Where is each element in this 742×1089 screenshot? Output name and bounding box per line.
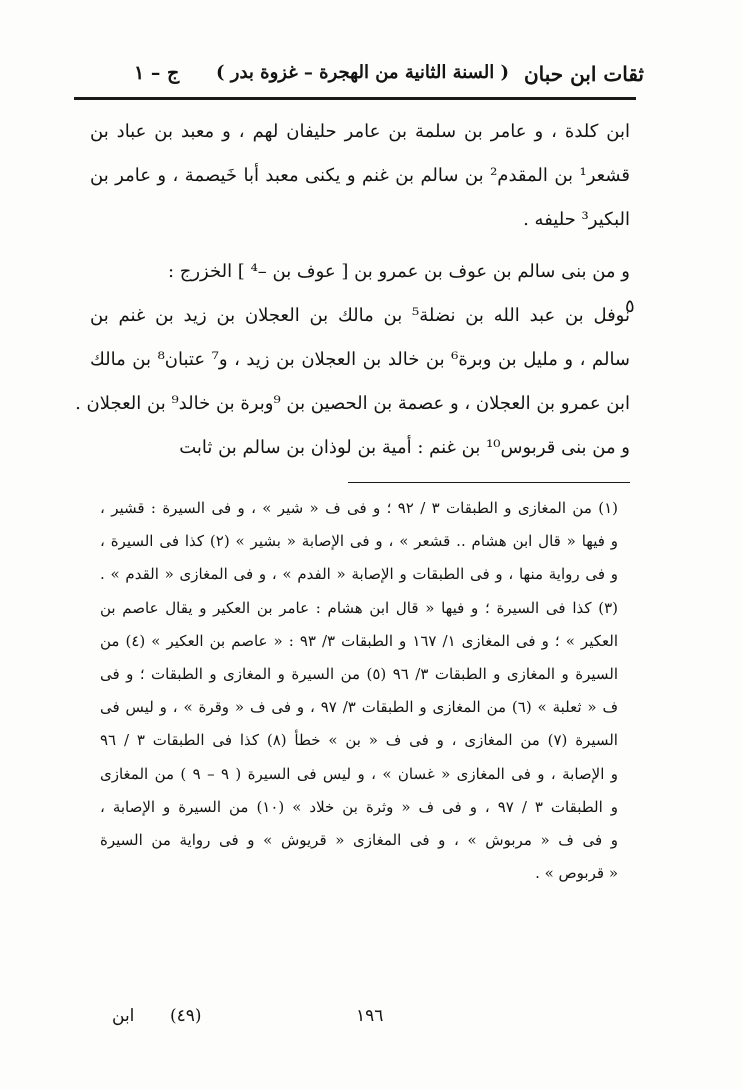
footnote-line: (٣) كذا فى السيرة ؛ و فيها « قال ابن هشام : عامر بن العكير و يقال عاصم بن <box>100 598 618 617</box>
footnote-line: العكير » ؛ و فى المغازى ١/ ١٦٧ و الطبقات ٣/ ٩٣ : « عاصم بن العكير » (٤) من <box>100 631 618 650</box>
text-line: سالم ، و مليل بن وبرة⁶ بن خالد بن العجلان بن زيد ، و⁷ عتبان⁸ بن مالك <box>90 349 631 370</box>
main-text <box>75 110 631 470</box>
footnote-separator <box>348 482 630 483</box>
catchword: ابن <box>112 1006 135 1026</box>
footnote-line: و الطبقات ٣ / ٩٧ ، و فى ف « وثرة بن خلاد » (١٠) من السيرة و الإصابة ، <box>100 797 618 816</box>
text-line: نوفل بن عبد الله بن نضلة⁵ بن مالك بن العجلان بن زيد بن غنم بن <box>90 305 630 326</box>
text-line: ابن كلدة ، و عامر بن سلمة بن عامر حليفان لهم ، و معبد بن عباد بن <box>90 121 630 142</box>
footnote-line: السيرة و المغازى و الطبقات ٣/ ٩٦ (٥) من السيرة و المغازى و الطبقات ؛ و فى <box>100 664 618 683</box>
footnote-line: ف « ثعلبة » (٦) من المغازى و الطبقات ٣/ ٩٧ ، و فى ف « وقرة » ، و ليس فى <box>100 698 618 717</box>
text-line: البكير³ حليفه . <box>523 209 630 230</box>
footnote-line: و فى ف « مربوش » ، و فى المغازى « قريوش » و فى رواية من السيرة <box>100 830 618 849</box>
section-title: ( السنة الثانية من الهجرة – غزوة بدر ) <box>215 62 509 83</box>
volume-label: ج – ١ <box>134 62 180 84</box>
header-rule <box>74 97 636 100</box>
footnote-line: « قربوص » . <box>535 864 618 883</box>
line-number-marker: ٥ <box>625 296 635 317</box>
footnotes <box>100 492 618 890</box>
book-title: ثقات ابن حبان <box>523 62 644 86</box>
footnote-line: السيرة (٧) من المغازى ، و فى ف « بن » خطأ (٨) كذا فى الطبقات ٣ / ٩٦ <box>100 731 618 750</box>
text-line: و من بنى سالم بن عوف بن عمرو بن [ عوف بن –⁴ ] الخزرج : <box>167 261 630 282</box>
signature-mark: (٤٩) <box>170 1006 202 1026</box>
text-line: قشعر¹ بن المقدم² بن سالم بن غنم و يكنى معبد أبا خَيصمة ، و عامر بن <box>90 165 630 186</box>
text-line: ابن عمرو بن العجلان ، و عصمة بن الحصين بن ⁹وبرة بن خالد⁹ بن العجلان . <box>75 393 630 414</box>
footnote-line: (١) من المغازى و الطبقات ٣ / ٩٢ ؛ و فى ف « شير » ، و فى السيرة : قشير ، <box>100 499 618 517</box>
footnote-line: و الإصابة ، و فى المغازى « غسان » ، و ليس فى السيرة ( ٩ – ٩ ) من المغازى <box>100 764 618 783</box>
text-line: و من بنى قربوس¹⁰ بن غنم : أمية بن لوذان بن سالم بن ثابت <box>179 437 630 458</box>
footnote-line: و فى رواية منها ، و فى الطبقات و الإصابة « الفدم » ، و فى المغازى « القدم » . <box>100 565 618 584</box>
page-number: ١٩٦ <box>356 1006 384 1026</box>
footnote-line: و فيها « قال ابن هشام .. قشعر » ، و فى الإصابة « بشير » (٢) كذا فى السيرة ، <box>100 532 618 551</box>
running-header <box>78 58 644 98</box>
